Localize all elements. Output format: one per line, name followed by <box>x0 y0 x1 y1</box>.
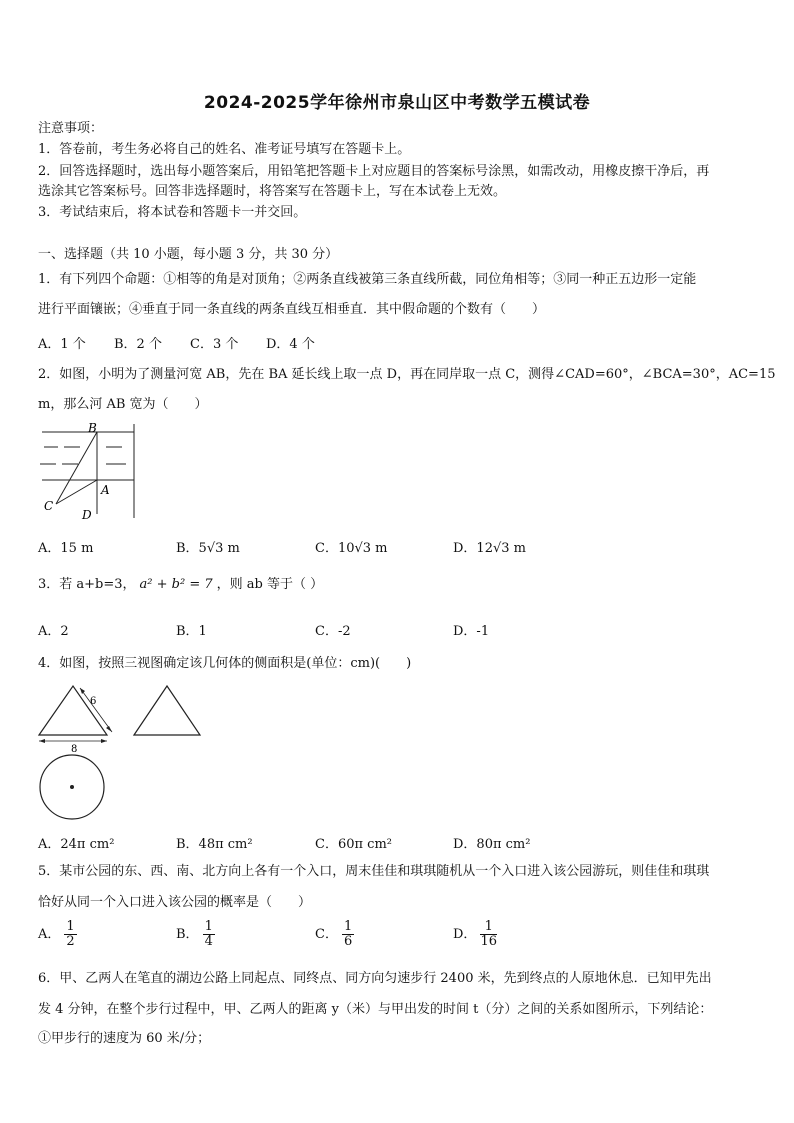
q2-option-d: D．12√3 m <box>453 541 526 556</box>
fraction <box>342 920 354 949</box>
q5-option-b <box>176 920 215 949</box>
question-6-text: ①甲步行的速度为 60 米/分； <box>38 1031 211 1046</box>
dim-8: 8 <box>71 744 78 755</box>
q4-option-b: B．48π cm² <box>176 837 253 852</box>
q2-option-c: C．10√3 m <box>315 541 388 556</box>
q5-option-d-label: D． <box>453 927 477 942</box>
q3-option-c: C．-2 <box>315 624 351 639</box>
q3-formula: a² + b² = 7 <box>139 577 213 592</box>
q4-option-c: C．60π cm² <box>315 837 392 852</box>
dim-6: 6 <box>90 696 97 707</box>
fraction-numerator: 1 <box>343 919 353 934</box>
section-heading: 一、选择题（共 10 小题，每小题 3 分，共 30 分） <box>38 247 339 262</box>
q3-option-b: B．1 <box>176 624 207 639</box>
fraction-numerator: 1 <box>66 919 75 934</box>
fraction-denominator: 16 <box>480 934 497 949</box>
q3-option-a: A．2 <box>38 624 69 639</box>
question-1-text: 进行平面镶嵌；④垂直于同一条直线的两条直线互相垂直．其中假命题的个数有（ ） <box>38 302 546 317</box>
q4-option-a: A．24π cm² <box>38 837 115 852</box>
question-2-text: 2．如图，小明为了测量河宽 AB，先在 BA 延长线上取一点 D，再在同岸取一点 C，测得∠CAD=60°，∠BCA=30°，AC=15 <box>38 367 776 382</box>
page-title: 2024-2025学年徐州市泉山区中考数学五模试卷 <box>203 93 591 113</box>
question-1-text: 1．有下列四个命题：①相等的角是对顶角；②两条直线被第三条直线所截，同位角相等；③同一种正五边形一定能 <box>38 272 697 287</box>
label-d: D <box>82 508 92 522</box>
question-5-text: 恰好从同一个入口进入该公园的概率是（ ） <box>38 895 312 910</box>
q3-option-d: D．-1 <box>453 624 490 639</box>
q5-option-b-label: B． <box>176 927 199 942</box>
fraction-numerator: 1 <box>480 920 497 935</box>
three-view-figure <box>34 680 214 824</box>
q3-suffix: ，则 ab 等于（ ） <box>216 577 324 592</box>
notice-item: 3．考试结束后，将本试卷和答题卡一并交回。 <box>38 205 307 220</box>
q1-option-c: C．3 个 <box>190 337 239 352</box>
q5-option-d <box>453 920 497 949</box>
river-figure <box>36 420 138 522</box>
notice-item: 1．答卷前，考生务必将自己的姓名、准考证号填写在答题卡上。 <box>38 142 411 157</box>
q2-option-b: B．5√3 m <box>176 541 240 556</box>
q1-option-b: B．2 个 <box>114 337 162 352</box>
q1-option-d: D．4 个 <box>266 337 315 352</box>
label-a: A <box>101 483 110 497</box>
fraction-denominator: 2 <box>66 934 75 949</box>
fraction <box>203 920 215 949</box>
fraction <box>64 920 76 949</box>
q5-option-a-label: A． <box>38 927 61 942</box>
q4-option-d: D．80π cm² <box>453 837 531 852</box>
q2-option-a: A．15 m <box>38 541 94 556</box>
question-6-text: 6．甲、乙两人在笔直的湖边公路上同起点、同终点、同方向匀速步行 2400 米，先到终点的人原地休息．已知甲先出 <box>38 971 712 986</box>
notice-item: 选涂其它答案标号。回答非选择题时，将答案写在答题卡上，写在本试卷上无效。 <box>38 184 507 199</box>
question-3-text <box>38 576 758 594</box>
fraction-denominator: 6 <box>343 934 353 949</box>
question-5-text: 5．某市公园的东、西、南、北方向上各有一个入口，周末佳佳和琪琪随机从一个入口进入该公园游玩，则佳佳和琪琪 <box>38 864 710 879</box>
label-b: B <box>88 421 97 435</box>
q3-prefix: 3．若 a+b=3， <box>38 577 136 592</box>
notice-heading: 注意事项： <box>38 121 104 136</box>
question-4-text: 4．如图，按照三视图确定该几何体的侧面积是(单位：cm)( ) <box>38 656 412 671</box>
q5-option-c <box>315 920 354 949</box>
fraction-denominator: 4 <box>204 934 213 949</box>
notice-item: 2．回答选择题时，选出每小题答案后，用铅笔把答题卡上对应题目的答案标号涂黑，如需改动，用橡皮擦干净后，再 <box>38 164 710 179</box>
q5-option-c-label: C． <box>315 927 338 942</box>
q1-option-a: A．1 个 <box>38 337 86 352</box>
label-c: C <box>44 499 54 513</box>
question-6-text: 发 4 分钟，在整个步行过程中，甲、乙两人的距离 y（米）与甲出发的时间 t（分）之间的关系如图所示，下列结论： <box>38 1002 713 1017</box>
fraction <box>480 920 497 949</box>
q5-option-a <box>38 920 77 949</box>
fraction-numerator: 1 <box>204 919 213 934</box>
question-2-text: m，那么河 AB 宽为（ ） <box>38 397 208 412</box>
